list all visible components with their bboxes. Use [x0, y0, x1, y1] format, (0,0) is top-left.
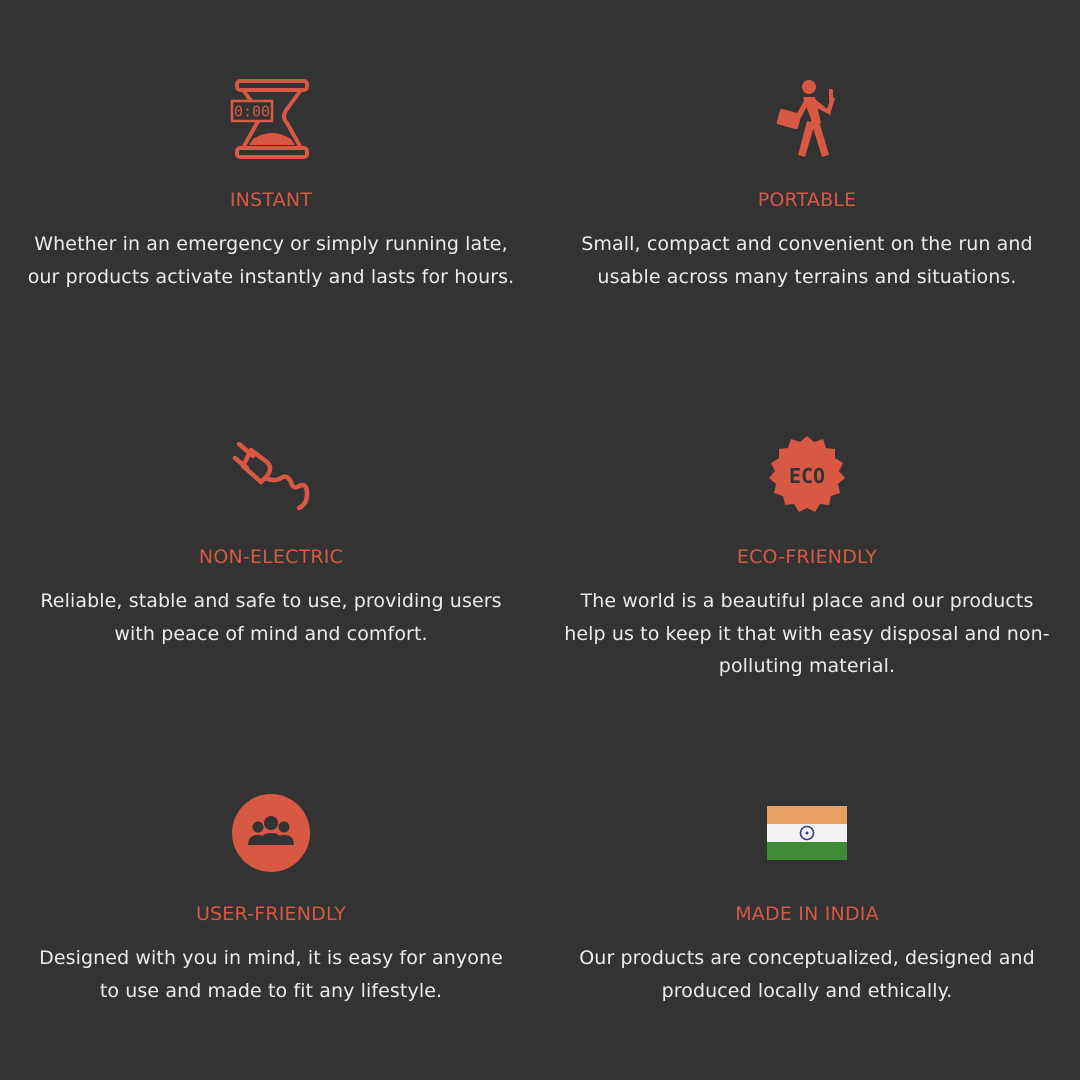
feature-icon-container [21, 790, 521, 876]
feature-description: Reliable, stable and safe to use, providing users with peace of mind and comfort. [40, 590, 502, 645]
feature-description: Designed with you in mind, it is easy for anyone to use and made to fit any lifestyle. [39, 947, 503, 1002]
feature-title: ECO-FRIENDLY [736, 546, 878, 568]
feature-icon-container [557, 76, 1057, 162]
eco-label: ECO [788, 464, 826, 488]
feature-title: NON-ELECTRIC [198, 546, 344, 568]
feature-icon-container [557, 433, 1057, 519]
feature-icon-container [21, 433, 521, 519]
feature-instant [21, 76, 521, 293]
feature-title: INSTANT [229, 189, 313, 211]
feature-icon-container [21, 76, 521, 162]
eco-badge-icon [765, 434, 849, 518]
feature-eco-friendly [557, 433, 1057, 683]
feature-description: The world is a beautiful place and our products help us to keep it that with easy disposal and non-polluting material. [564, 590, 1050, 677]
feature-description: Our products are conceptualized, designed and produced locally and ethically. [579, 947, 1035, 1002]
feature-user-friendly [21, 790, 521, 1007]
feature-title: MADE IN INDIA [735, 903, 879, 925]
feature-description: Whether in an emergency or simply running late, our products activate instantly and lasts for hours. [27, 233, 515, 288]
feature-non-electric [21, 433, 521, 650]
india-flag-icon [767, 806, 847, 860]
walking-traveler-icon [765, 77, 849, 161]
feature-description: Small, compact and convenient on the run and usable across many terrains and situations. [581, 233, 1033, 288]
feature-portable [557, 76, 1057, 293]
feature-title: PORTABLE [757, 189, 857, 211]
feature-title: USER-FRIENDLY [195, 903, 347, 925]
feature-made-in-india [557, 790, 1057, 1007]
user-group-icon [231, 793, 311, 873]
timer-readout: 0:00 [233, 102, 271, 121]
feature-icon-container [557, 790, 1057, 876]
hourglass-timer-icon [229, 77, 313, 161]
unplugged-plug-icon [229, 434, 313, 518]
